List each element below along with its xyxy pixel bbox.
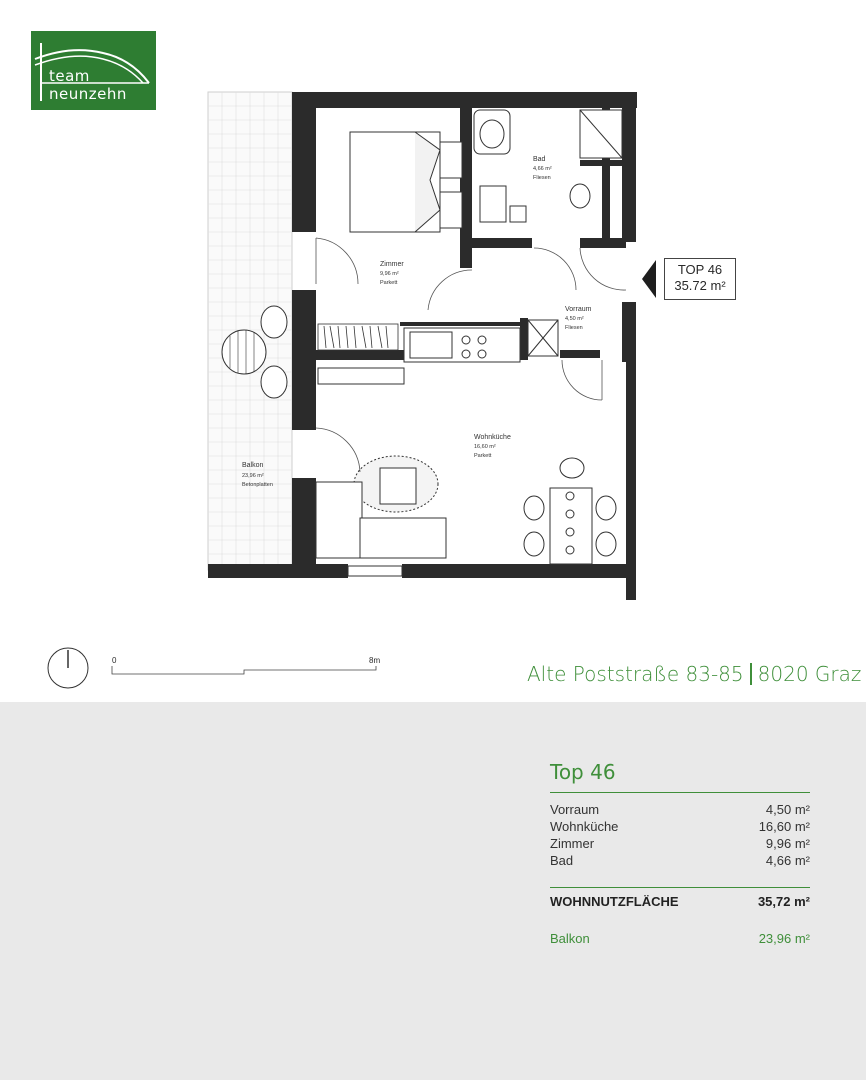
total-label: WOHNNUTZFLÄCHE bbox=[550, 894, 679, 909]
room-floor-vorraum: Fliesen bbox=[565, 325, 583, 331]
wardrobe bbox=[318, 324, 398, 350]
total-divider bbox=[550, 887, 810, 888]
room-floor-bad: Fliesen bbox=[533, 175, 551, 181]
summary-row-value: 4,66 m² bbox=[765, 853, 810, 868]
summary-title: Top 46 bbox=[550, 760, 616, 784]
room-area-balkon: 23,96 m² bbox=[242, 473, 264, 479]
entrance-arrow-icon bbox=[642, 260, 656, 298]
room-name-vorraum: Vorraum bbox=[565, 306, 592, 313]
summary-row bbox=[550, 801, 810, 818]
logo-text-neunzehn: neunzehn bbox=[49, 85, 127, 103]
logo-text-team: team bbox=[49, 67, 90, 85]
room-area-wohnkueche: 16,60 m² bbox=[474, 444, 496, 450]
summary-row-value: 9,96 m² bbox=[765, 836, 810, 851]
unit-tag-number: TOP 46 bbox=[677, 262, 723, 277]
window bbox=[348, 566, 402, 576]
address-street: Alte Poststraße 83-85 bbox=[527, 662, 744, 686]
bed bbox=[350, 132, 462, 232]
balkon-area bbox=[208, 92, 292, 570]
room-area-zimmer: 9,96 m² bbox=[380, 271, 399, 277]
room-area-vorraum: 4,50 m² bbox=[565, 316, 584, 322]
room-name-bad: Bad bbox=[533, 156, 546, 163]
area-summary bbox=[550, 760, 810, 946]
room-area-bad: 4,66 m² bbox=[533, 166, 552, 172]
total-value: 35,72 m² bbox=[757, 894, 810, 909]
summary-row-label: Bad bbox=[550, 853, 574, 868]
summary-row-label: Zimmer bbox=[550, 836, 595, 851]
room-floor-wohnkueche: Parkett bbox=[474, 453, 492, 459]
scale-bar bbox=[112, 666, 376, 674]
summary-row-value: 16,60 m² bbox=[758, 819, 810, 834]
sideboard bbox=[318, 368, 404, 384]
total-row bbox=[550, 894, 810, 909]
address-city: 8020 Graz bbox=[757, 662, 862, 686]
north-arrow-icon bbox=[48, 648, 88, 688]
room-name-wohnkueche: Wohnküche bbox=[474, 434, 511, 441]
balkon-value: 23,96 m² bbox=[758, 931, 810, 946]
room-name-zimmer: Zimmer bbox=[380, 261, 404, 268]
summary-rows bbox=[550, 801, 810, 869]
room-name-balkon: Balkon bbox=[242, 462, 264, 469]
scale-start-label: 0 bbox=[112, 656, 117, 665]
address-separator bbox=[750, 663, 752, 685]
summary-row bbox=[550, 852, 810, 869]
summary-title-divider bbox=[550, 792, 810, 793]
summary-row-label: Vorraum bbox=[550, 802, 600, 817]
summary-row bbox=[550, 835, 810, 852]
unit-tag bbox=[664, 258, 736, 300]
summary-row-label: Wohnküche bbox=[550, 819, 619, 834]
room-floor-balkon: Betonplatten bbox=[242, 482, 273, 488]
address bbox=[527, 662, 861, 686]
kitchen bbox=[404, 320, 558, 362]
room-floor-zimmer: Parkett bbox=[380, 280, 398, 286]
living-furniture bbox=[316, 456, 616, 564]
summary-row bbox=[550, 818, 810, 835]
summary-row-value: 4,50 m² bbox=[765, 802, 810, 817]
scale-end-label: 8m bbox=[369, 656, 381, 665]
balkon-row bbox=[550, 931, 810, 946]
balkon-label: Balkon bbox=[550, 931, 590, 946]
unit-tag-area: 35.72 m² bbox=[674, 278, 726, 293]
